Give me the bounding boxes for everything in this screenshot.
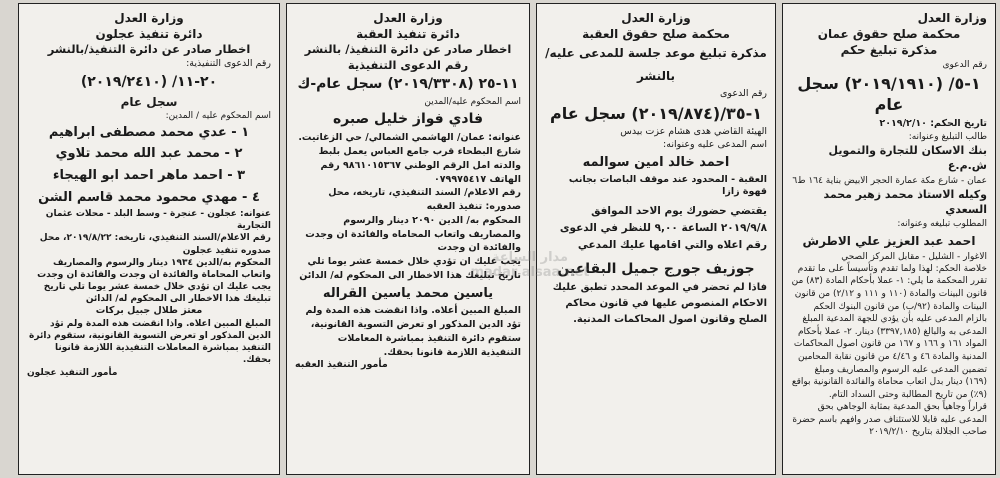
case-number: ١-٥/ (٢٠١٩/١٩١٠) سجل عام: [797, 73, 981, 115]
notice-title: اخطار صادر عن دائرة التنفيذ/بالنشر: [47, 42, 251, 57]
payment-body-2: المبلغ المبين أعلاه. واذا انقضت هذه المدة ولم تؤد الدين المذكور او تعرض التسوية القانونية، ستقوم دائرة التنفيذ بمباشرة المعاملات التنفيذية اللازمة قانونا بحقك.: [305, 305, 521, 358]
notified-address: الاغوار - الشليل - مقابل المركز الصحي: [841, 251, 987, 262]
notice-amman-verdict: [782, 3, 996, 475]
amount-owed: المحكوم به/الدين ١٩٣٤ دينار والرسوم والمصاريف واتعاب المحاماة والفائدة ان وجدت والفائدة ان وجدت: [37, 257, 271, 280]
amount-owed: المحكوم به/ الدين ٢٠٩٠ دينار والرسوم والمصاريف واتعاب المحاماه والفائدة ان وجدت والفائدة ان وجدت: [305, 214, 521, 254]
notice-number: رقم الاعلام/ السند التنفيذي، تاريخه، محل صدوره: تنفيذ العقبه: [328, 187, 521, 213]
case-number: ٢٠-١١/ (٢٠١٩/٢٤١٠): [80, 73, 218, 90]
dept-name: دائرة تنفيذ عجلون: [95, 27, 203, 42]
notified-name: احمد عبد العزيز علي الاطرش: [802, 233, 976, 248]
requester-label: طالب التبليغ وعنوانه:: [908, 131, 987, 142]
debtor-address: عنوانه: عمان/ الهاشمي الشمالي/ حي الزغاتيت. شارع البطحاء قرب جامع العباس يعمل بلبط والدته امل الرقم الوطني ٩٨٦١٠١٥٣٦٧ رقم الهاتف ٠٧٩٩٧٥٤١٧: [298, 132, 521, 185]
notice-ajloun-execution: [18, 3, 280, 475]
case-number: ١١-٢٥ (٢٠١٩/٣٣٠٨) سجل عام-ك: [297, 76, 519, 93]
watermark: مدار الساعة madar alsaa.net: [470, 250, 590, 280]
requester-address: عمان - شارع مكة عمارة الحجر الابيض بناية ١٦٤ ط٦: [792, 175, 987, 186]
payment-body-2: المبلغ المبين اعلاه. واذا انقضت هذه المدة ولم تؤد الدين المذكور او تعرض التسوية القانونية، ستقوم دائرة التنفيذ بمباشرة المعاملات التنفيذية اللازمة قانونا بحقك.: [29, 319, 271, 366]
case-label: رقم الدعوى: [719, 87, 767, 99]
hearing-footer: فاذا لم تحضر في الموعد المحدد تطبق عليك الاحكام المنصوص عليها في قانون محاكم الصلح وقانون اصول المحاكمات المدنية.: [552, 282, 767, 326]
debtor-4: ٤ - مهدي محمود محمد قاسم الشن: [38, 189, 260, 205]
debtor-1: ١ - عدي محمد مصطفى ابراهيم: [48, 124, 250, 140]
debtor-2: ٢ - محمد عبد الله محمد تلاوي: [55, 146, 243, 162]
notice-title: اخطار صادر عن دائرة التنفيذ/ بالنشر: [304, 42, 512, 57]
payment-body: يجب عليك ان تؤدي خلال خمسة عشر يوما تلي تاريخ تبليغك هذا الاخطار الى المحكوم له/ الدائن: [43, 281, 271, 305]
signature: مأمور التنفيذ عجلون: [27, 367, 118, 378]
case-number: ١-٣٥/(٢٠١٩/٨٧٤) سجل عام: [550, 103, 762, 123]
judge-line: الهيئة القاضي هدى هشام عزت بيدس: [620, 126, 767, 138]
defendant-address: العقبة - المحدود عند موقف الباصات بجانب قهوة زازا: [568, 173, 767, 198]
ministry-header: وزارة العدل: [621, 11, 691, 25]
notice-aqaba-hearing: [536, 3, 776, 475]
verdict-body: خلاصة الحكم: لهذا ولما تقدم وتأسيساً على ما تقدم تقرر المحكمة ما يلي: ١- عملا بأحكام المادة (٨٣) من قانون البينات والمادة (١١٠ و ١١١ و ٢/١٢) من قانون البينات والمادة (٩٢/ب) من قانون البنوك الحكم بالزام المدعى عليه بأن يؤدي للجهة المدعية المبلغ المدعى به والبالغ (٣٣٩٧,١٨٥) دينار. ٢- عملا بأحكام المواد ١٦١ و ١٦٦ و ١٦٧ من قانون اصول المحاكمات المدنية والمادة ٤٦ و ٤/٤٦ من قانون نقابة المحامين تضمين المدعى عليه الرسوم والمصاريف ومبلغ (١٦٩) دينار بدل اتعاب محاماة والفائدة القانونية بواقع (٩٪) من تاريخ المطالبة وحتى السداد التام.: [791, 263, 987, 400]
dept-name: دائرة تنفيذ العقبة: [356, 27, 460, 42]
debtor-address: عنوانه: عجلون - عنجرة - وسط البلد - محلات عثمان التجارية: [45, 209, 271, 232]
requester-name: بنك الاسكان للتجارة والتمويل ش.م.ع: [828, 143, 987, 172]
notice-title: مذكرة تبليغ موعد جلسة للمدعى عليه/بالنشر: [545, 46, 767, 84]
ministry-header: وزارة العدل: [114, 11, 184, 25]
defendant-name: احمد خالد امين سوالمه: [582, 155, 730, 170]
debtor-label: اسم المحكوم عليه/المدين: [424, 97, 521, 108]
payment-body: يجب عليك ان تؤدي خلال خمسة عشر يوما تلي تاريخ تبليغك هذا الاخطار الى المحكوم له/ الدائن: [299, 256, 521, 281]
ministry-header: وزارة العدل: [373, 11, 443, 25]
plaintiff-name: جوزيف جورج جميل البقاعين: [557, 260, 755, 277]
debtors-label: اسم المحكوم عليه / المدين:: [165, 110, 271, 121]
defendant-label: اسم المدعى عليه وعنوانه:: [663, 139, 767, 151]
case-label: رقم الدعوى التنفيذية: [347, 57, 469, 72]
case-label: رقم الدعوى التنفيذية:: [186, 57, 271, 69]
hearing-body: يقتضي حضورك يوم الاحد الموافق ٢٠١٩/٩/٨ الساعة ٩,٠٠ للنظر في الدعوى رقم اعلاه والتي اقامها عليك المدعي: [559, 205, 767, 251]
notice-number: رقم الاعلام/السند التنفيذي، تاريخه: ٢٠١٩/٨/٢٢، محل صدوره تنفيذ عجلون: [39, 233, 271, 256]
court-name: محكمة صلح حقوق عمان: [817, 27, 961, 42]
notice-title: مذكرة تبليغ حكم: [840, 43, 938, 58]
agent-name: وكيله الاستاذ محمد زهير محمد السعدي: [823, 187, 987, 216]
creditor-name: معتز طلال جبيل بركات: [95, 305, 203, 317]
verdict-footer: قراراً وجاهياً بحق المدعية بمثابة الوجاهي بحق المدعى عليه قابلا للاستئناف صدر وافهم باسم حضرة صاحب الجلالة بتاريخ ٢٠١٩/٢/١٠: [792, 402, 987, 437]
creditor-name: ياسين محمد ياسين القراله: [322, 285, 494, 301]
court-name: محكمة صلح حقوق العقبة: [582, 27, 730, 42]
notified-label: المطلوب تبليغه وعنوانه:: [897, 219, 987, 230]
verdict-date: تاريخ الحكم: ٢٠١٩/٢/١٠: [879, 117, 987, 129]
notice-aqaba-execution: [286, 3, 530, 475]
register-label: سجل عام: [120, 94, 178, 109]
case-label: رقم الدعوى: [942, 59, 987, 70]
signature: مأمور التنفيذ العقبه: [295, 359, 388, 371]
debtor-name: فادي فواز خليل صبره: [332, 111, 484, 128]
ministry-header: وزارة العدل: [917, 11, 987, 25]
debtor-3: ٣ - احمد ماهر احمد ابو الهيجاء: [52, 168, 246, 184]
